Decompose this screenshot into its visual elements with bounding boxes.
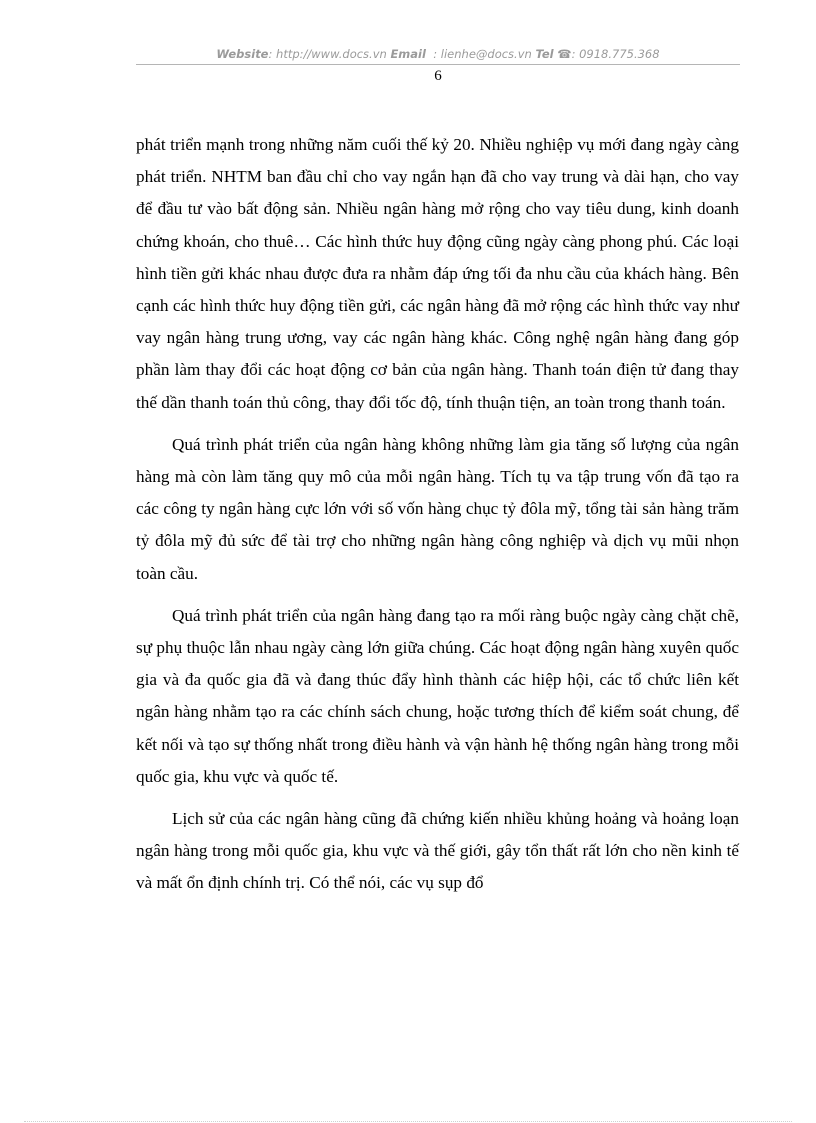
paragraph: Lịch sử của các ngân hàng cũng đã chứng kiến nhiều khủng hoảng và hoảng loạn ngân hàng trong mỗi quốc gia, khu vực và thế giới, gây tổn thất rất lớn cho nền kinh tế và mất ổn định chính trị. Có thể nói, các vụ sụp đổ	[136, 809, 739, 893]
website-label: Website	[216, 47, 269, 61]
header-divider	[136, 64, 740, 65]
footer-divider	[24, 1121, 792, 1122]
paragraph: Quá trình phát triển của ngân hàng không những làm gia tăng số lượng của ngân hàng mà còn làm tăng quy mô của mỗi ngân hàng. Tích tụ va tập trung vốn đã tạo ra các công ty ngân hàng cực lớn với số vốn hàng chục tỷ đôla mỹ, tổng tài sản hàng trăm tỷ đôla mỹ đủ sức để tài trợ cho những ngân hàng công nghiệp và dịch vụ mũi nhọn toàn cầu.	[136, 434, 739, 583]
page-header	[136, 47, 740, 61]
phone-icon: ☎	[557, 47, 572, 61]
paragraph: Quá trình phát triển của ngân hàng đang tạo ra mối ràng buộc ngày càng chặt chẽ, sự phụ thuộc lẫn nhau ngày càng lớn giữa chúng. Các hoạt động ngân hàng xuyên quốc gia và đa quốc gia đã và đang thúc đẩy hình thành các hiệp hội, các tổ chức liên kết ngân hàng nhằm tạo ra các chính sách chung, hoặc tương thích để kiểm soát chung, để kết nối và tạo sự thống nhất trong điều hành và vận hành hệ thống ngân hàng trong mỗi quốc gia, khu vực và quốc tế.	[136, 605, 739, 786]
email-label: Email	[390, 47, 426, 61]
tel-number: : 0918.775.368	[571, 47, 660, 61]
document-body	[136, 129, 739, 910]
paragraph: phát triển mạnh trong những năm cuối thế kỷ 20. Nhiều nghiệp vụ mới đang ngày càng phát triển. NHTM ban đầu chỉ cho vay ngắn hạn đã cho vay trung và dài hạn, cho vay để đầu tư vào bất động sản. Nhiều ngân hàng mở rộng cho vay tiêu dung, kinh doanh chứng khoán, cho thuê… Các hình thức huy động cũng ngày càng phong phú. Các loại hình tiền gửi khác nhau được đưa ra nhằm đáp ứng tối đa nhu cầu của khách hàng. Bên cạnh các hình thức huy động tiền gửi, các ngân hàng đã mở rộng các hình thức vay như vay ngân hàng trung ương, vay các ngân hàng khác. Công nghệ ngân hàng đang góp phần làm thay đổi các hoạt động cơ bản của ngân hàng. Thanh toán điện tử đang thay thế dần thanh toán thủ công, thay đổi tốc độ, tính thuận tiện, an toàn trong thanh toán.	[136, 135, 739, 412]
email-address[interactable]: : lienhe@docs.vn	[433, 47, 532, 61]
page-number: 6	[434, 68, 442, 84]
tel-label: Tel	[535, 47, 554, 61]
website-url[interactable]: : http://www.docs.vn	[268, 47, 387, 61]
